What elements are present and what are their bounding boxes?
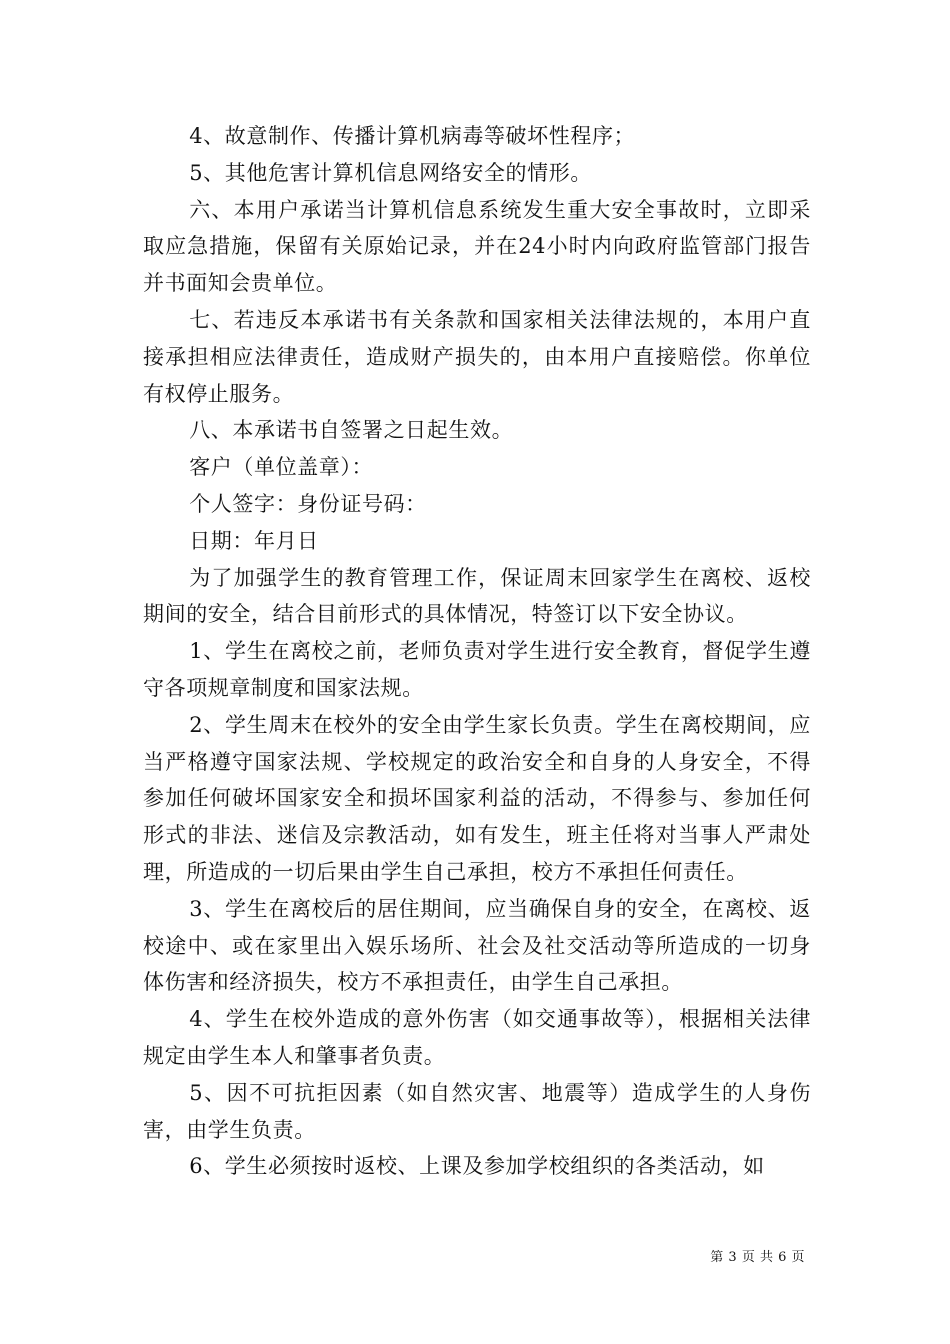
paragraph: 六、本用户承诺当计算机信息系统发生重大安全事故时，立即采取应急措施，保留有关原始记录，并在24小时内向政府监管部门报告并书面知会贵单位。 bbox=[143, 197, 811, 296]
paragraph: 1、学生在离校之前，老师负责对学生进行安全教育，督促学生遵守各项规章制度和国家法规。 bbox=[143, 639, 811, 700]
paragraph: 七、若违反本承诺书有关条款和国家相关法律法规的，本用户直接承担相应法律责任，造成财产损失的，由本用户直接赔偿。你单位有权停止服务。 bbox=[143, 307, 811, 406]
page-number: 第 3 页 共 6 页 bbox=[710, 1250, 805, 1265]
paragraph: 5、其他危害计算机信息网络安全的情形。 bbox=[189, 160, 592, 185]
paragraph: 3、学生在离校后的居住期间，应当确保自身的安全，在离校、返校途中、或在家里出入娱乐场所、社会及社交活动等所造成的一切身体伤害和经济损失，校方不承担责任，由学生自己承担。 bbox=[143, 896, 811, 995]
paragraph: 客户（单位盖章）： bbox=[189, 455, 374, 480]
paragraph: 日期：年月日 bbox=[189, 528, 319, 553]
paragraph: 5、因不可抗拒因素（如自然灾害、地震等）造成学生的人身伤害，由学生负责。 bbox=[143, 1080, 811, 1142]
paragraph: 八、本承诺书自签署之日起生效。 bbox=[189, 418, 514, 443]
paragraph: 4、学生在校外造成的意外伤害（如交通事故等），根据相关法律规定由学生本人和肇事者负责。 bbox=[143, 1007, 811, 1068]
paragraph: 4、故意制作、传播计算机病毒等破坏性程序； bbox=[189, 124, 636, 148]
document-body bbox=[143, 118, 811, 1185]
paragraph: 6、学生必须按时返校、上课及参加学校组织的各类活动，如 bbox=[189, 1154, 765, 1179]
paragraph: 为了加强学生的教育管理工作，保证周末回家学生在离校、返校期间的安全，结合目前形式的具体情况，特签订以下安全协议。 bbox=[143, 565, 811, 627]
paragraph: 个人签字：身份证号码： bbox=[189, 491, 427, 516]
paragraph: 2、学生周末在校外的安全由学生家长负责。学生在离校期间，应当严格遵守国家法规、学校规定的政治安全和自身的人身安全，不得参加任何破坏国家安全和损坏国家利益的活动，不得参与、参加任何形式的非法、迷信及宗教活动，如有发生，班主任将对当事人严肃处理，所造成的一切后果由学生自己承担，校方不承担任何责任。 bbox=[143, 712, 811, 884]
